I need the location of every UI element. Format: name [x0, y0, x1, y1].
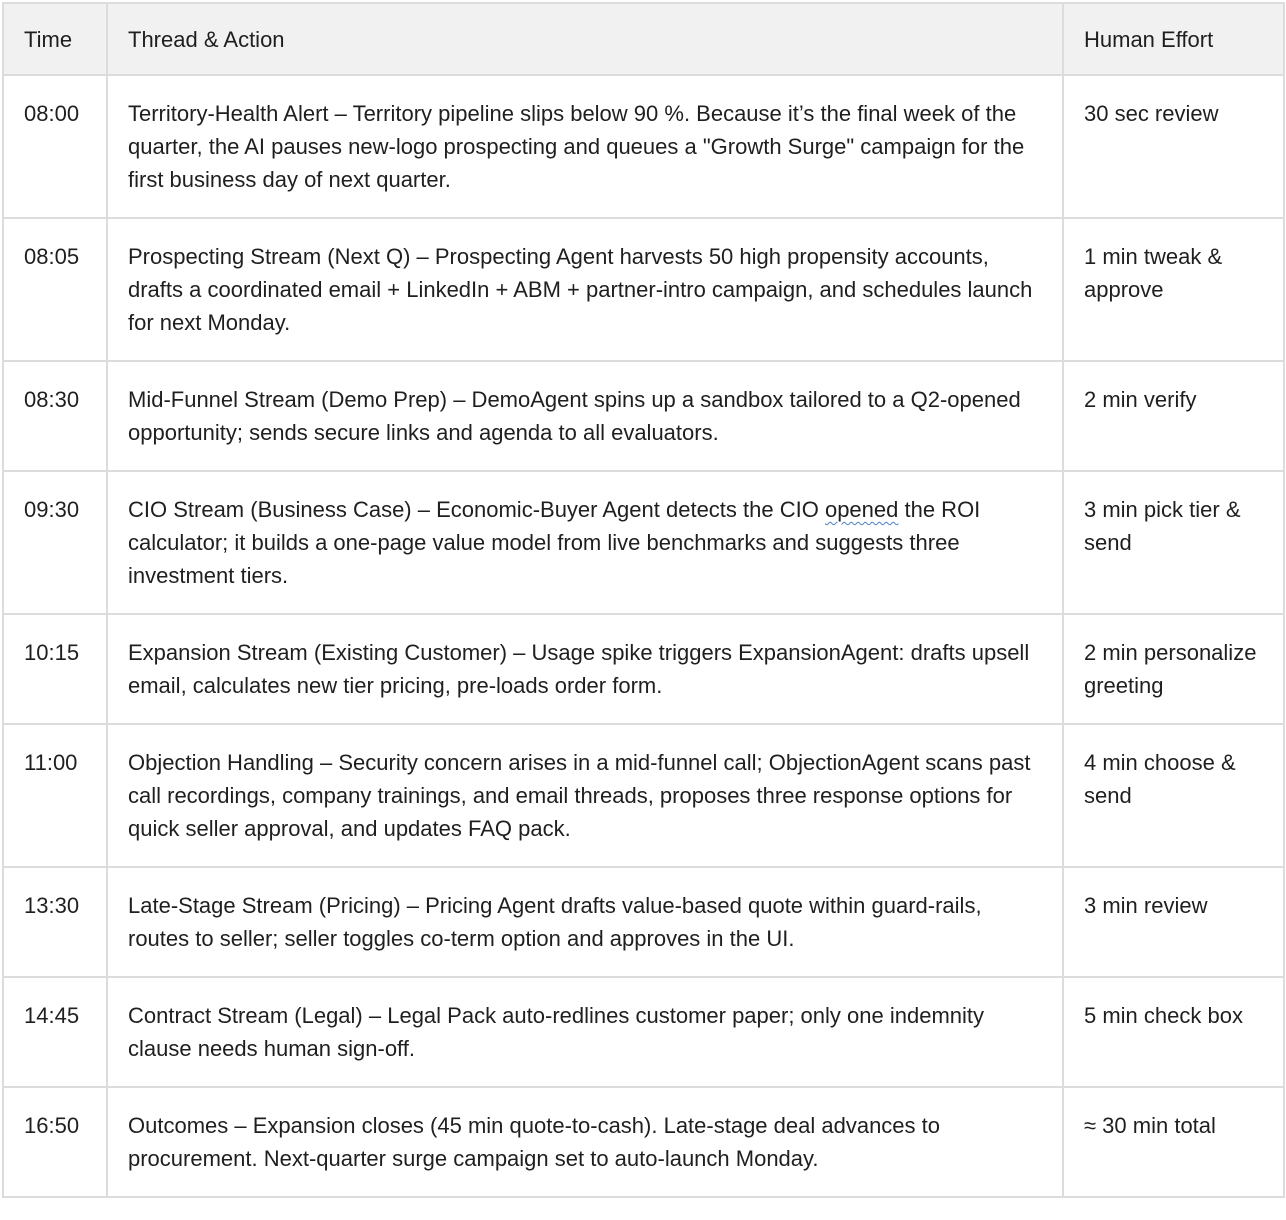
effort-cell: 30 sec review [1063, 75, 1284, 218]
thread-cell: Contract Stream (Legal) – Legal Pack auto-redlines customer paper; only one indemnity clause needs human sign-off. [107, 977, 1063, 1087]
time-cell: 08:30 [3, 361, 107, 471]
thread-cell: Outcomes – Expansion closes (45 min quote-to-cash). Late-stage deal advances to procurement. Next-quarter surge campaign set to auto-launch Monday. [107, 1087, 1063, 1197]
thread-cell: Prospecting Stream (Next Q) – Prospecting Agent harvests 50 high propensity accounts, drafts a coordinated email + LinkedIn + ABM + partner-intro campaign, and schedules launch for next Monday. [107, 218, 1063, 361]
time-cell: 09:30 [3, 471, 107, 614]
header-human-effort: Human Effort [1063, 3, 1284, 75]
thread-cell [107, 471, 1063, 614]
effort-cell: 5 min check box [1063, 977, 1284, 1087]
time-cell: 08:05 [3, 218, 107, 361]
thread-cell: Mid-Funnel Stream (Demo Prep) – DemoAgent spins up a sandbox tailored to a Q2-opened opportunity; sends secure links and agenda to all evaluators. [107, 361, 1063, 471]
spellcheck-flagged-word[interactable]: opened [824, 497, 899, 522]
header-time: Time [3, 3, 107, 75]
time-cell: 08:00 [3, 75, 107, 218]
header-row [3, 3, 1284, 75]
thread-cell: Territory-Health Alert – Territory pipeline slips below 90 %. Because it’s the final week of the quarter, the AI pauses new-logo prospecting and queues a "Growth Surge" campaign for the first business day of next quarter. [107, 75, 1063, 218]
time-cell: 14:45 [3, 977, 107, 1087]
time-cell: 13:30 [3, 867, 107, 977]
thread-cell: Objection Handling – Security concern arises in a mid-funnel call; ObjectionAgent scans past call recordings, company trainings, and email threads, proposes three response options for quick seller approval, and updates FAQ pack. [107, 724, 1063, 867]
time-cell: 16:50 [3, 1087, 107, 1197]
schedule-table [2, 2, 1285, 1198]
table-row [3, 1087, 1284, 1197]
table-row [3, 75, 1284, 218]
table-row [3, 471, 1284, 614]
table-row [3, 218, 1284, 361]
table-row [3, 724, 1284, 867]
effort-cell: 4 min choose & send [1063, 724, 1284, 867]
header-thread-action: Thread & Action [107, 3, 1063, 75]
thread-text: the ROI calculator; it builds a one-page value model from live benchmarks and suggests three investment tiers. [128, 497, 981, 588]
thread-text: CIO Stream (Business Case) – Economic-Buyer Agent detects the CIO [128, 497, 825, 522]
table-row [3, 614, 1284, 724]
effort-cell: 3 min review [1063, 867, 1284, 977]
effort-cell: 2 min verify [1063, 361, 1284, 471]
time-cell: 11:00 [3, 724, 107, 867]
effort-cell: 3 min pick tier & send [1063, 471, 1284, 614]
table-row [3, 867, 1284, 977]
effort-cell: 2 min personalize greeting [1063, 614, 1284, 724]
thread-cell: Expansion Stream (Existing Customer) – Usage spike triggers ExpansionAgent: drafts upsell email, calculates new tier pricing, pre-loads order form. [107, 614, 1063, 724]
effort-cell: ≈ 30 min total [1063, 1087, 1284, 1197]
table-row [3, 361, 1284, 471]
time-cell: 10:15 [3, 614, 107, 724]
effort-cell: 1 min tweak & approve [1063, 218, 1284, 361]
thread-cell: Late-Stage Stream (Pricing) – Pricing Agent drafts value-based quote within guard-rails, routes to seller; seller toggles co-term option and approves in the UI. [107, 867, 1063, 977]
table-row [3, 977, 1284, 1087]
